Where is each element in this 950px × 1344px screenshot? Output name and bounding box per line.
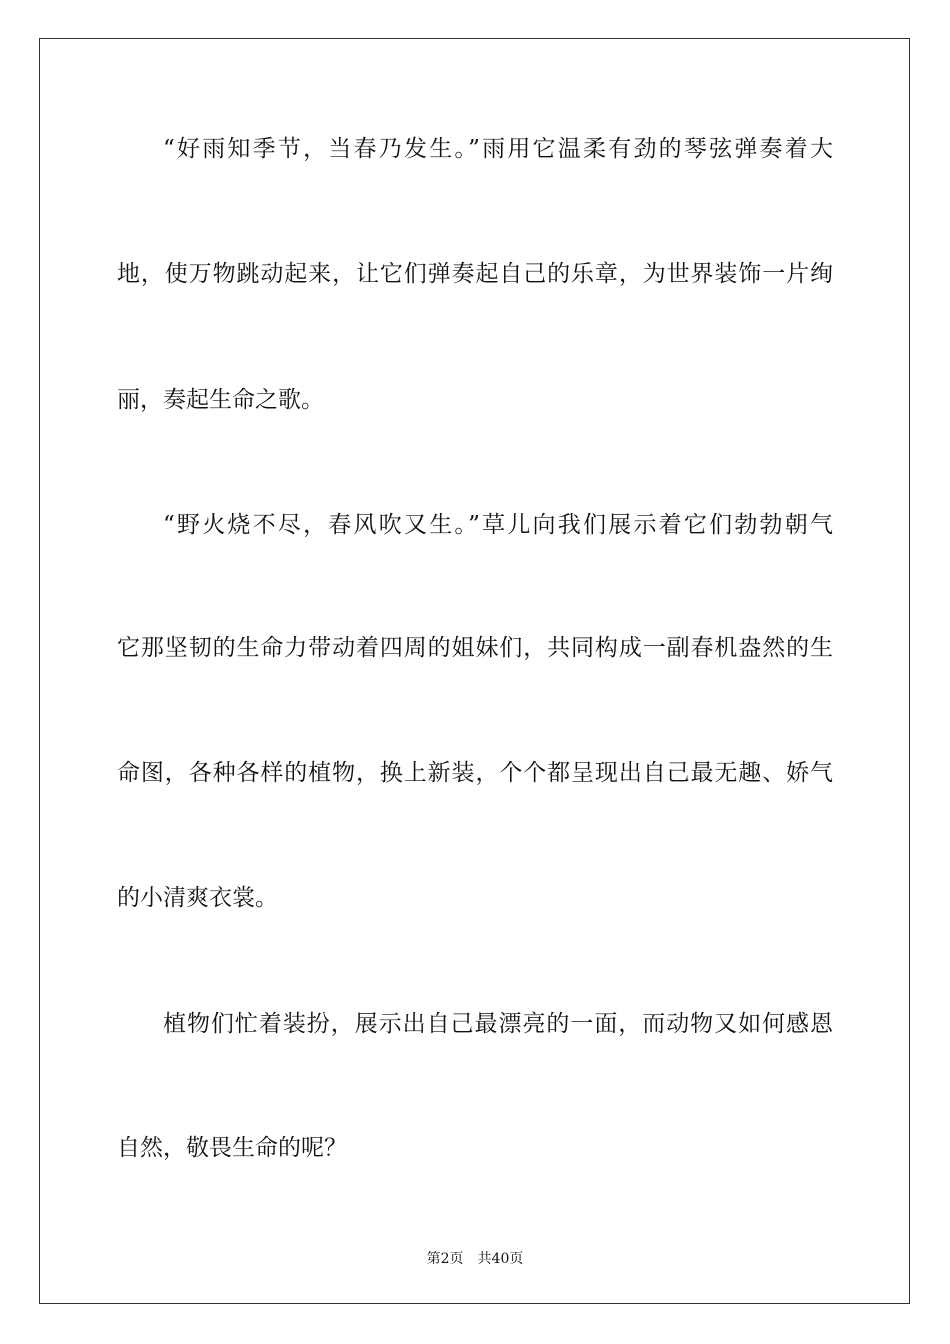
- paragraph-2-line-3: 命图，各种各样的植物，换上新装，个个都呈现出自己最无趣、娇气: [117, 760, 833, 786]
- paragraph-1-line-3: 丽，奏起生命之歌。: [117, 387, 324, 413]
- paragraph-3-line-2: 自然，敬畏生命的呢？: [117, 1135, 347, 1161]
- paragraph-1-line-1: “好雨知季节，当春乃发生。”雨用它温柔有劲的琴弦弹奏着大: [163, 136, 833, 162]
- paragraph-2-line-1: “野火烧不尽，春风吹又生。”草儿向我们展示着它们勃勃朝气: [163, 512, 833, 538]
- paragraph-1-line-2: 地，使万物跳动起来，让它们弹奏起自己的乐章，为世界装饰一片绚: [117, 261, 833, 287]
- page-number: 第2页: [426, 1251, 464, 1267]
- paragraph-2-line-4: 的小清爽衣裳。: [117, 885, 278, 911]
- page-footer: [0, 1248, 950, 1268]
- page-total: 共40页: [477, 1251, 524, 1267]
- page-border: [39, 38, 910, 1304]
- paragraph-3-line-1: 植物们忙着装扮，展示出自己最漂亮的一面，而动物又如何感恩: [163, 1011, 833, 1037]
- paragraph-2-line-2: 它那坚韧的生命力带动着四周的姐妹们，共同构成一副春机盎然的生: [117, 635, 833, 661]
